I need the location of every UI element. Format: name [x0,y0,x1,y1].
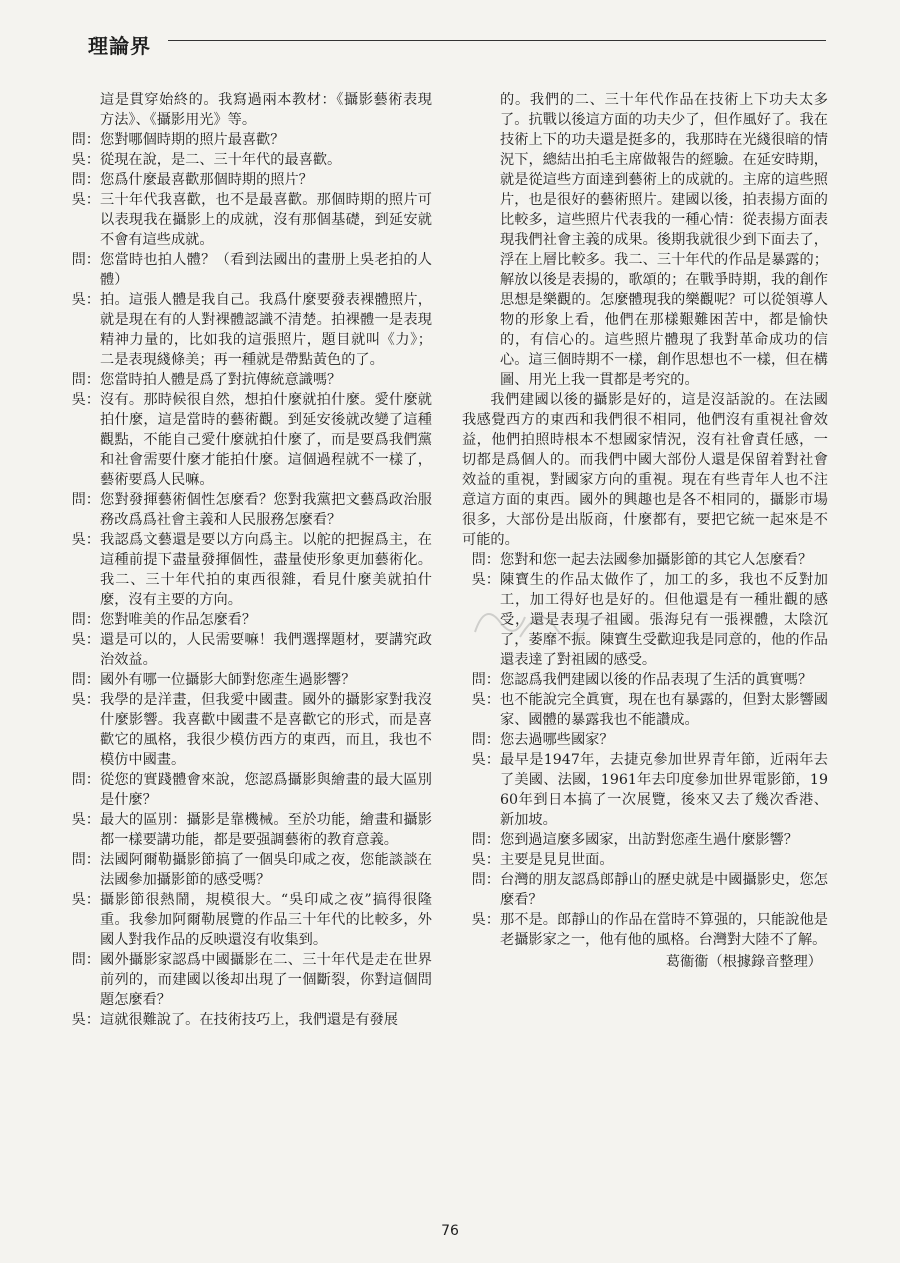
speaker-label: 吳： [471,852,500,868]
right-paragraph: 我們建國以後的攝影是好的，這是沒話說的。在法國我感覺西方的東西和我們很不相同，他們沒有重視社會效益，他們拍照時根本不想國家情況，沒有社會責任感，一切都是爲個人的。而我們中國大部份人還是保留着對社會效益的重視，對國家方向的重視。現在有些青年人也不注意這方面的東西。國外的興趣也是各不相同的，攝影市場很多，大部份是出版商，什麼都有，要把它統一起來是不可能的。 [462,392,828,548]
qa-item [62,690,432,770]
left-column [62,90,432,1030]
speaker-label: 問： [71,852,100,868]
speaker-label: 問： [71,612,100,628]
qa-text: 國外有哪一位攝影大師對您產生過影響？ [100,672,356,688]
speaker-label: 吳： [471,912,500,928]
speaker-label: 問： [71,492,100,508]
speaker-label: 吳： [71,812,100,828]
qa-text: 您對唯美的作品怎麼看？ [100,612,257,628]
qa-text: 您當時也拍人體？（看到法國出的畫册上吳老拍的人體） [100,252,432,288]
qa-text: 您對發揮藝術個性怎麼看？您對我黨把文藝爲政治服務改爲爲社會主義和人民服務怎麼看？ [100,492,432,528]
speaker-label: 問： [71,372,100,388]
qa-item [462,910,828,950]
section-title: 理論界 [88,34,151,58]
qa-item [62,130,432,150]
qa-text: 您當時拍人體是爲了對抗傳統意識嗎？ [100,372,342,388]
qa-text: 三十年代我喜歡，也不是最喜歡。那個時期的照片可以表現我在攝影上的成就，沒有那個基礎，到延安就不會有這些成就。 [100,192,432,248]
speaker-label: 問： [471,732,500,748]
qa-item [462,750,828,830]
qa-item [62,490,432,530]
qa-text: 最大的區別：攝影是靠機械。至於功能，繪畫和攝影都一樣要講功能，都是要强調藝術的教育意義。 [100,812,432,848]
qa-text: 攝影節很熱鬧，規模很大。“吳印咸之夜”搞得很隆重。我參加阿爾勒展覽的作品三十年代的比較多，外國人對我作品的反映還沒有收集到。 [100,892,432,948]
qa-text: 陳寶生的作品太做作了，加工的多，我也不反對加工，加工得好也是好的。但他還是有一種壯觀的感受，還是表現了祖國。張海兒有一張裸體，太陰沉了，萎靡不振。陳寶生受歡迎我是同意的，他的作品還表達了對祖國的感受。 [500,572,828,668]
qa-item [62,290,432,370]
speaker-label: 吳： [71,192,100,208]
qa-item [462,690,828,730]
speaker-label: 吳： [471,692,500,708]
speaker-label: 問： [471,832,500,848]
qa-item [62,150,432,170]
qa-text: 這就很難說了。在技術技巧上，我們還是有發展 [100,1012,398,1028]
speaker-label: 問： [71,172,100,188]
qa-item [62,1010,432,1030]
speaker-label: 問： [71,772,100,788]
qa-item [62,250,432,290]
qa-text: 國外攝影家認爲中國攝影在二、三十年代是走在世界前列的，而建國以後却出現了一個斷裂，你對這個問題怎麼看？ [100,952,432,1008]
qa-text: 最早是1947年，去捷克參加世界青年節，近兩年去了美國、法國，1961年去印度參加世界電影節，1960年到日本搞了一次展覽，後來又去了幾次香港、新加坡。 [500,752,828,828]
qa-item [462,850,828,870]
speaker-label: 吳： [71,632,100,648]
qa-item [462,870,828,910]
qa-item [462,570,828,670]
qa-item [62,170,432,190]
qa-text: 沒有。那時候很自然，想拍什麼就拍什麼。愛什麼就拍什麼，這是當時的藝術觀。到延安後就改變了這種觀點，不能自己愛什麼就拍什麼了，而是要爲我們黨和社會需要什麼才能拍什麼。這個過程就不一樣了，藝術要爲人民嘛。 [100,392,432,488]
right-qa-list [462,550,828,950]
qa-item [62,950,432,1010]
qa-item [462,830,828,850]
right-continuation: 的。我們的二、三十年代作品在技術上下功夫太多了。抗戰以後這方面的功夫少了，但作風好了。我在技術上下的功夫還是挺多的，我那時在光綫很暗的情況下，總結出拍毛主席做報告的經驗。在延安時期，就是從這些方面達到藝術上的成就的。主席的這些照片，也是很好的藝術照片。建國以後，拍表揚方面的比較多，這些照片代表我的一種心情：從表揚方面表現我們社會主義的成果。後期我就很少到下面去了，浮在上層比較多。我二、三十年代的作品是暴露的；解放以後是表揚的，歌頌的；在戰爭時期，我的創作思想是樂觀的。怎麼體現我的樂觀呢？可以從領導人物的形象上看，他們在那樣艱難困苦中，都是愉快的，有信心的。這些照片體現了我對革命成功的信心。這三個時期不一樣，創作思想也不一樣，但在構圖、用光上我一貫都是考究的。 [500,92,828,388]
qa-text: 拍。這張人體是我自己。我爲什麼要發表裸體照片，就是現在有的人對裸體認識不清楚。拍裸體一是表現精神力量的，比如我的這張照片，題目就叫《力》；二是表現綫條美；再一種就是帶點黃色的了。 [100,292,432,368]
qa-item [62,610,432,630]
speaker-label: 吳： [71,292,100,308]
speaker-label: 問： [471,872,500,888]
qa-item [462,550,828,570]
qa-text: 法國阿爾勒攝影節搞了一個吳印咸之夜，您能談談在法國參加攝影節的感受嗎？ [100,852,432,888]
speaker-label: 吳： [71,392,100,408]
qa-text: 您去過哪些國家？ [500,732,614,748]
speaker-label: 問： [71,952,100,968]
qa-text: 您對和您一起去法國參加攝影節的其它人怎麼看？ [500,552,813,568]
qa-item [62,370,432,390]
qa-text: 您對哪個時期的照片最喜歡？ [100,132,285,148]
qa-item [62,670,432,690]
qa-text: 從您的實踐體會來說，您認爲攝影與繪畫的最大區別是什麼？ [100,772,432,808]
qa-text: 我認爲文藝還是要以方向爲主。以舵的把握爲主，在這種前提下盡量發揮個性，盡量使形象更加藝術化。我二、三十年代拍的東西很雜，看見什麼美就拍什麼，沒有主要的方向。 [100,532,432,608]
qa-item [62,890,432,950]
page-number: 76 [441,1223,459,1239]
header-rule [168,40,826,41]
speaker-label: 吳： [71,1012,100,1028]
qa-text: 台灣的朋友認爲郎靜山的歷史就是中國攝影史，您怎麼看？ [500,872,828,908]
left-qa-list [62,130,432,1030]
qa-item [462,670,828,690]
qa-text: 主要是見見世面。 [500,852,614,868]
credit-line: 葛衞衞（根據錄音整理） [665,954,822,970]
speaker-label: 問： [71,132,100,148]
speaker-label: 吳： [71,152,100,168]
qa-item [62,850,432,890]
speaker-label: 吳： [71,692,100,708]
qa-text: 從現在說，是二、三十年代的最喜歡。 [100,152,342,168]
right-column [462,90,828,972]
qa-text: 您到過這麼多國家，出訪對您產生過什麼影響？ [500,832,798,848]
qa-item [62,390,432,490]
qa-item [62,630,432,670]
qa-text: 我學的是洋畫，但我愛中國畫。國外的攝影家對我沒什麼影響。我喜歡中國畫不是喜歡它的形式，而是喜歡它的風格，我很少模仿西方的東西，而且，我也不模仿中國畫。 [100,692,432,768]
speaker-label: 問： [71,672,100,688]
speaker-label: 吳： [71,532,100,548]
qa-item [462,730,828,750]
speaker-label: 吳： [471,752,500,768]
qa-text: 您爲什麼最喜歡那個時期的照片？ [100,172,313,188]
speaker-label: 問： [71,252,100,268]
speaker-label: 問： [471,672,500,688]
qa-text: 您認爲我們建國以後的作品表現了生活的眞實嗎？ [500,672,813,688]
qa-item [62,190,432,250]
speaker-label: 吳： [471,572,500,588]
speaker-label: 吳： [71,892,100,908]
qa-item [62,810,432,850]
qa-item [62,770,432,810]
qa-text: 也不能說完全眞實，現在也有暴露的，但對太影響國家、國體的暴露我也不能讚成。 [500,692,828,728]
qa-item [62,530,432,610]
qa-text: 還是可以的，人民需要嘛！我們選擇題材，要講究政治效益。 [100,632,432,668]
left-intro: 這是貫穿始終的。我寫過兩本教材：《攝影藝術表現方法》、《攝影用光》等。 [100,92,432,128]
qa-text: 那不是。郎靜山的作品在當時不算强的，只能說他是老攝影家之一，他有他的風格。台灣對大陸不了解。 [500,912,828,948]
speaker-label: 問： [471,552,500,568]
